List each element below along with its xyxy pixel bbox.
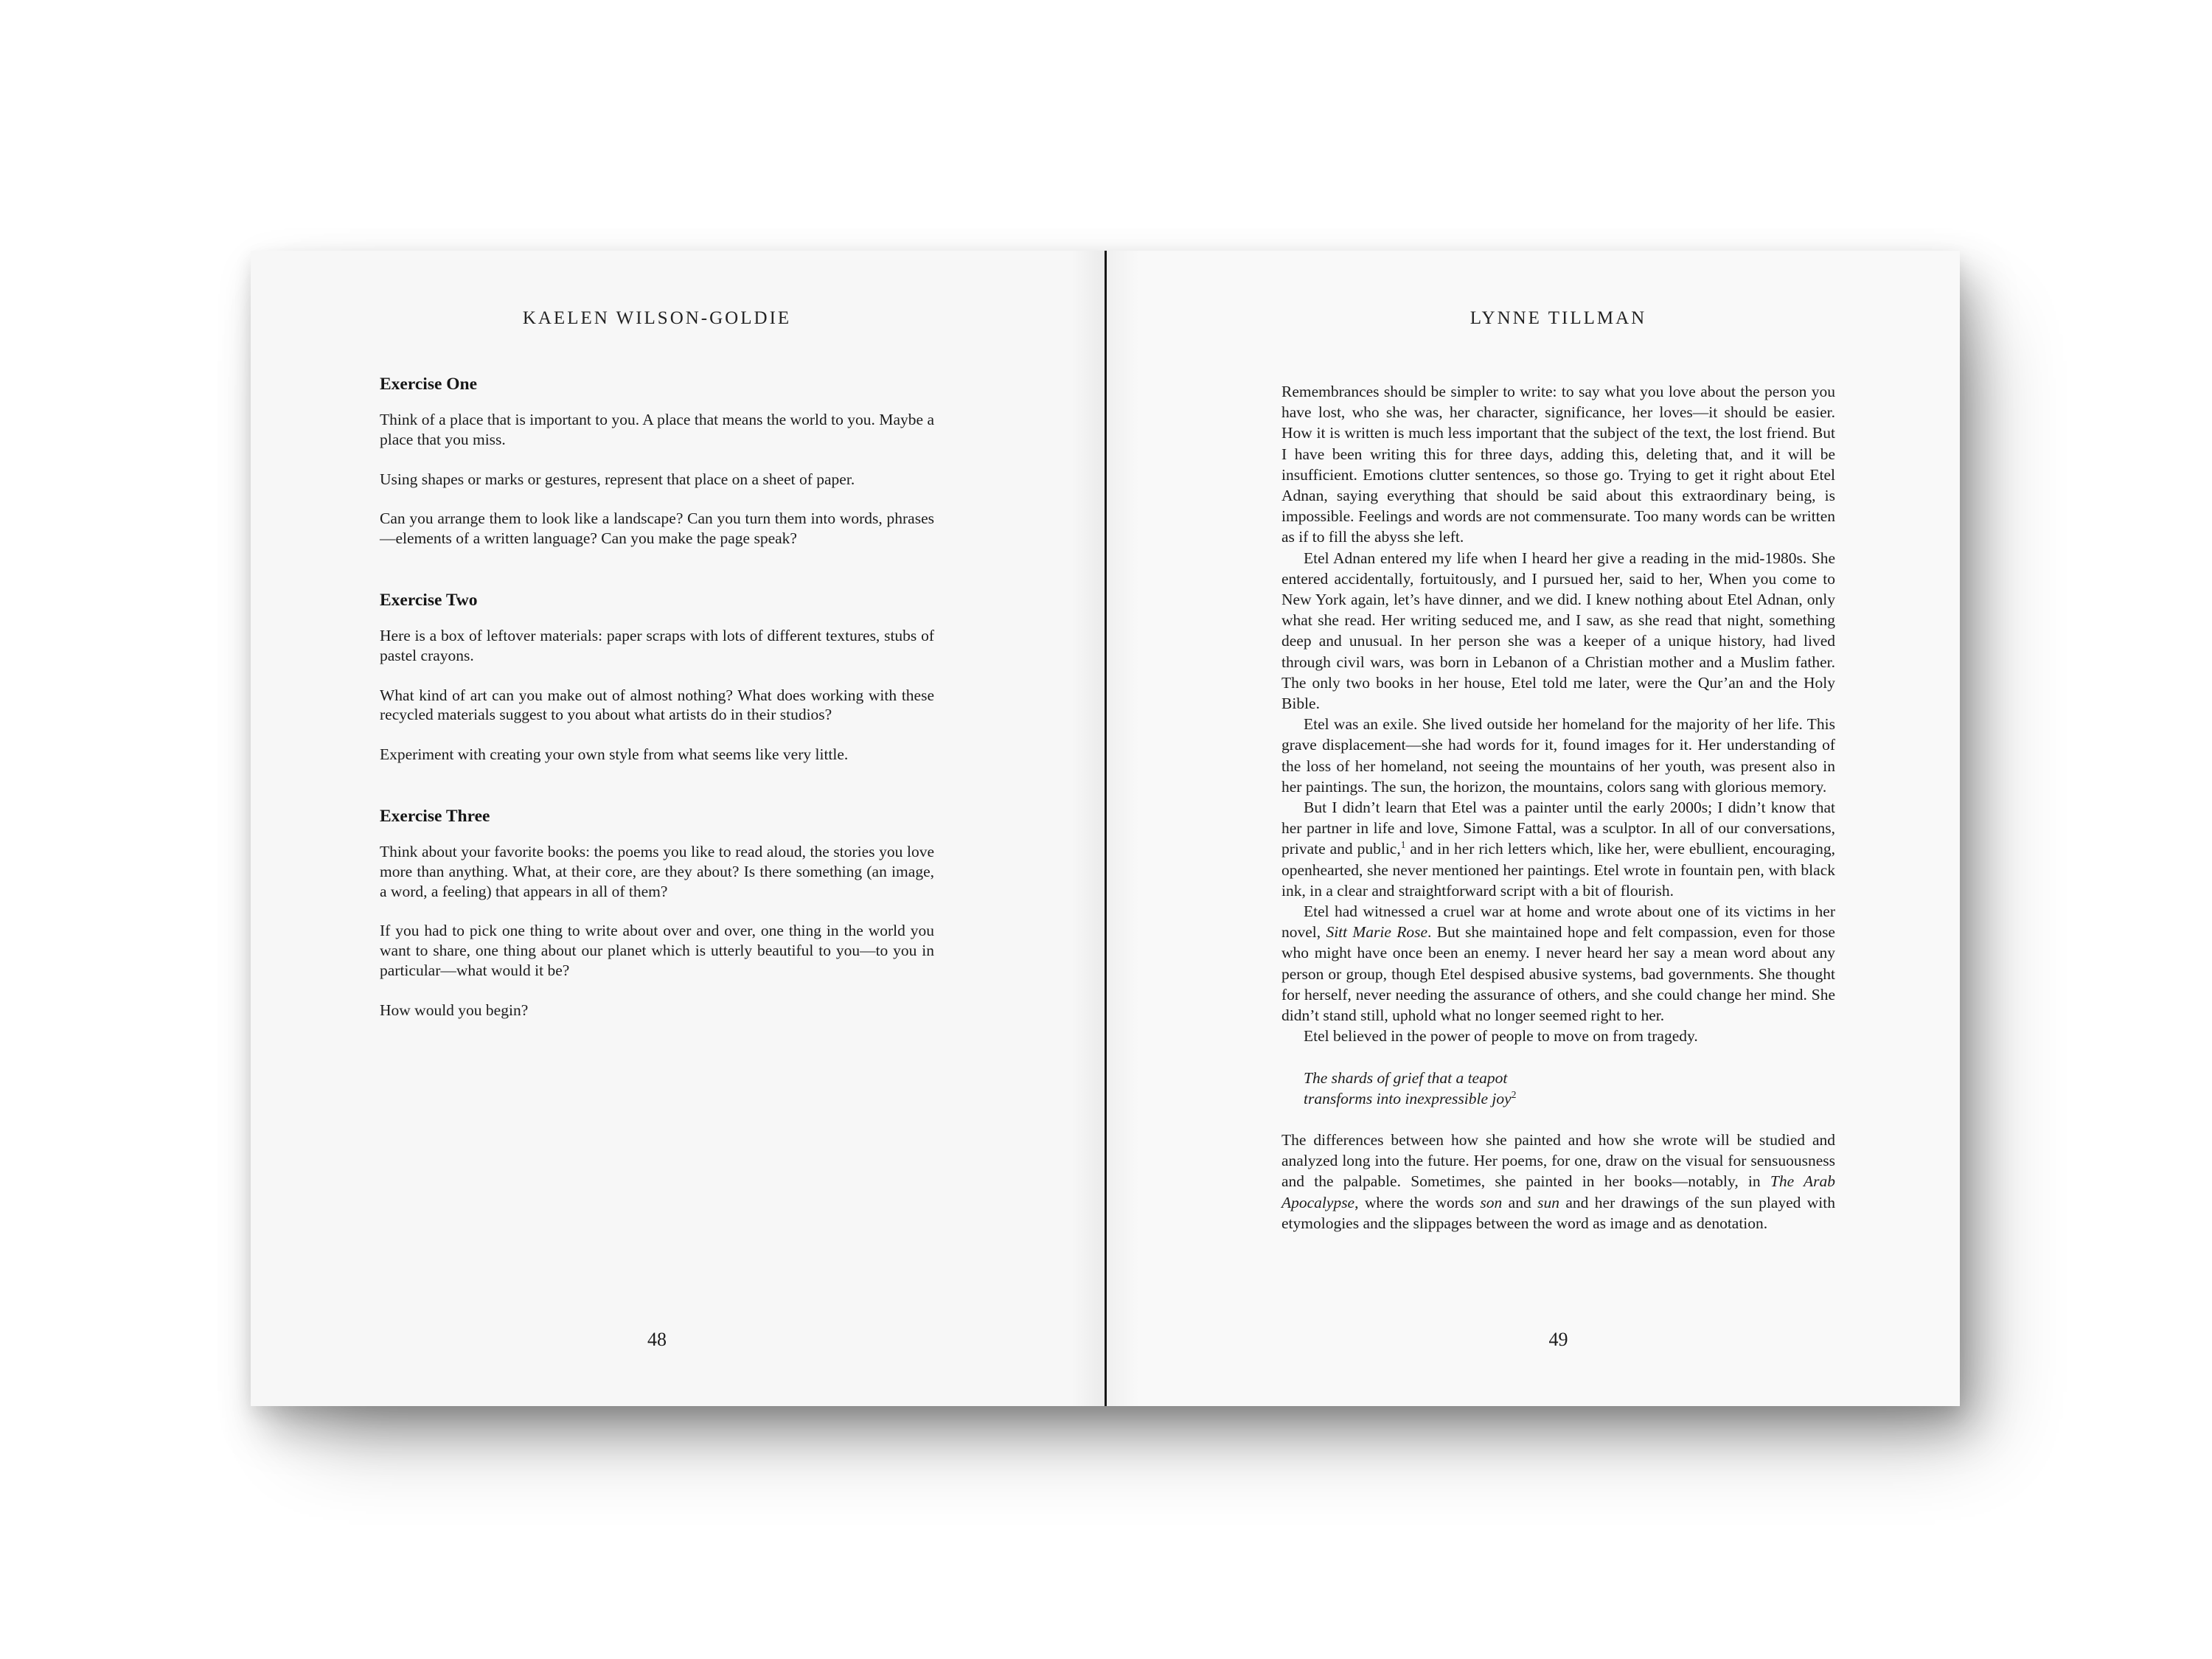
footnote-marker: 1 (1400, 839, 1406, 851)
text-segment: Etel had witnessed a cruel war at home and wrote about one of its victims in her novel, (1281, 902, 1835, 942)
essay-paragraph (1281, 381, 1835, 548)
exercise-paragraph: If you had to pick one thing to write about over and over, one thing in the world you want to share, one thing about our planet which is utterly beautiful to you—to you in particular—what would it be? (380, 922, 934, 979)
exercise-paragraph: What kind of art can you make out of almost nothing? What does working with these recycled materials suggest to you about what artists do in their studios? (380, 686, 934, 724)
exercise-heading: Exercise Three (380, 806, 490, 826)
text-segment: Remembrances should be simpler to write: to say what you love about the person you have lost, who she was, her character, significance, her loves—it should be easier. How it is written is much less important that the subject of the text, the lost friend. But I have been writing this for three days, adding this, deleting that, and it will be insufficient. Emotions clutter sentences, so those go. Trying to get it right about Etel Adnan, saying everything that should be said about this extraordinary being, is impossible. Feelings and words are not commensurate. Too many words can be written as if to fill the abyss she left. (1281, 383, 1835, 546)
text-segment: Etel Adnan entered my life when I heard her give a reading in the mid-1980s. She entered accidentally, fortuitously, and I pursued her, said to her, When you come to New York again, let’s have dinner, and we did. I knew nothing about Etel Adnan, only what she read. Her writing seduced me, and I saw, as she read that night, something deep and unusual. In her person she was a keeper of a unique history, had lived through civil wars, was born in Lebanon of a Christian mother and a Muslim father. The only two books in her house, Etel told me later, were the Qur’an and the Holy Bible. (1281, 549, 1835, 713)
exercise-paragraph: Here is a box of leftover materials: paper scraps with lots of different textures, stubs of pastel crayons. (380, 626, 934, 664)
exercise-heading: Exercise One (380, 375, 478, 394)
essay-paragraph (1281, 714, 1835, 797)
exercise-paragraph: Think of a place that is important to you. A place that means the world to you. Maybe a place that you miss. (380, 411, 934, 448)
exercise-paragraph: Experiment with creating your own style from what seems like very little. (380, 745, 849, 764)
text-segment: son (1480, 1193, 1503, 1211)
text-segment: The shards of grief that a teapot (1304, 1068, 1508, 1087)
text-segment: transforms into inexpressible joy (1304, 1089, 1512, 1107)
exercise-heading: Exercise Two (380, 590, 478, 610)
verse-line (1304, 1068, 1835, 1088)
right-running-header: LYNNE TILLMAN (1470, 308, 1647, 328)
page-left (251, 251, 1105, 1406)
left-page-body (380, 375, 934, 1040)
text-segment: The Arab Apocalypse (1281, 1172, 1835, 1211)
text-segment: The differences between how she painted and how she wrote will be studied and analyzed long into the future. Her poems, for one, draw on the visual for sensuousness and the palpable. Sometimes, she painted in her books—notably, in (1281, 1130, 1835, 1191)
text-segment: and in her rich letters which, like her, were ebullient, encouraging, openhearted, she never mentioned her paintings. Etel wrote in fountain pen, with black ink, in a clear and straightforward script with a bit of flourish. (1281, 840, 1836, 900)
verse-line (1304, 1088, 1835, 1109)
text-segment: sun (1537, 1193, 1559, 1211)
essay-paragraph (1281, 548, 1835, 714)
essay-paragraph (1281, 1130, 1835, 1234)
left-text-column (380, 251, 934, 1406)
text-segment: Etel believed in the power of people to move on from tragedy. (1304, 1027, 1698, 1046)
right-page-body (1281, 381, 1835, 1234)
text-segment: . But she maintained hope and felt compassion, even for those who might have once been an enemy. I never heard her say a mean word about any person or group, though Etel despised abusive systems, bad governments. She thought for herself, never needing the assurance of others, and she could change her mind. She didn’t stand still, uphold what no longer seemed right to her. (1281, 923, 1835, 1025)
right-page-number: 49 (1548, 1329, 1568, 1350)
text-segment: But I didn’t learn that Etel was a painter until the early 2000s; I didn’t know that her partner in life and love, Simone Fattal, was a sculptor. In all of our conversations, private and public, (1281, 799, 1835, 858)
exercise-paragraph: Using shapes or marks or gestures, represent that place on a sheet of paper. (380, 470, 855, 488)
gutter-line (1105, 251, 1107, 1406)
text-segment: , where the words (1354, 1193, 1481, 1211)
left-running-header: KAELEN WILSON-GOLDIE (522, 308, 792, 328)
essay-paragraph (1281, 901, 1835, 1026)
text-segment: and (1502, 1193, 1538, 1211)
text-segment: Etel was an exile. She lived outside her homeland for the majority of her life. This grave displacement—she had words for it, found images for it. Her understanding of the loss of her homeland, not seeing the mountains of her youth, was present also in her paintings. The sun, the horizon, the mountains, colors sang with glorious memory. (1281, 715, 1835, 796)
footnote-marker: 2 (1511, 1088, 1517, 1100)
essay-paragraph (1281, 797, 1835, 901)
essay-paragraph (1281, 1026, 1835, 1046)
left-page-number: 48 (647, 1329, 667, 1350)
exercise-paragraph: How would you begin? (380, 1001, 529, 1019)
page-right (1105, 251, 1960, 1406)
right-text-column (1281, 251, 1835, 1406)
verse-quote (1304, 1068, 1835, 1109)
text-segment: Sitt Marie Rose (1326, 923, 1428, 942)
book-spread (251, 251, 1960, 1406)
exercise-paragraph: Can you arrange them to look like a landscape? Can you turn them into words, phrases—elements of a written language? Can you make the page speak? (380, 509, 934, 548)
text-segment: and her drawings of the sun played with etymologies and the slippages between the word as image and as denotation. (1281, 1193, 1836, 1232)
exercise-paragraph: Think about your favorite books: the poems you like to read aloud, the stories you love more than anything. What, at their core, are they about? Is there something (an image, a word, a feeling) that appears in all of them? (380, 842, 934, 900)
